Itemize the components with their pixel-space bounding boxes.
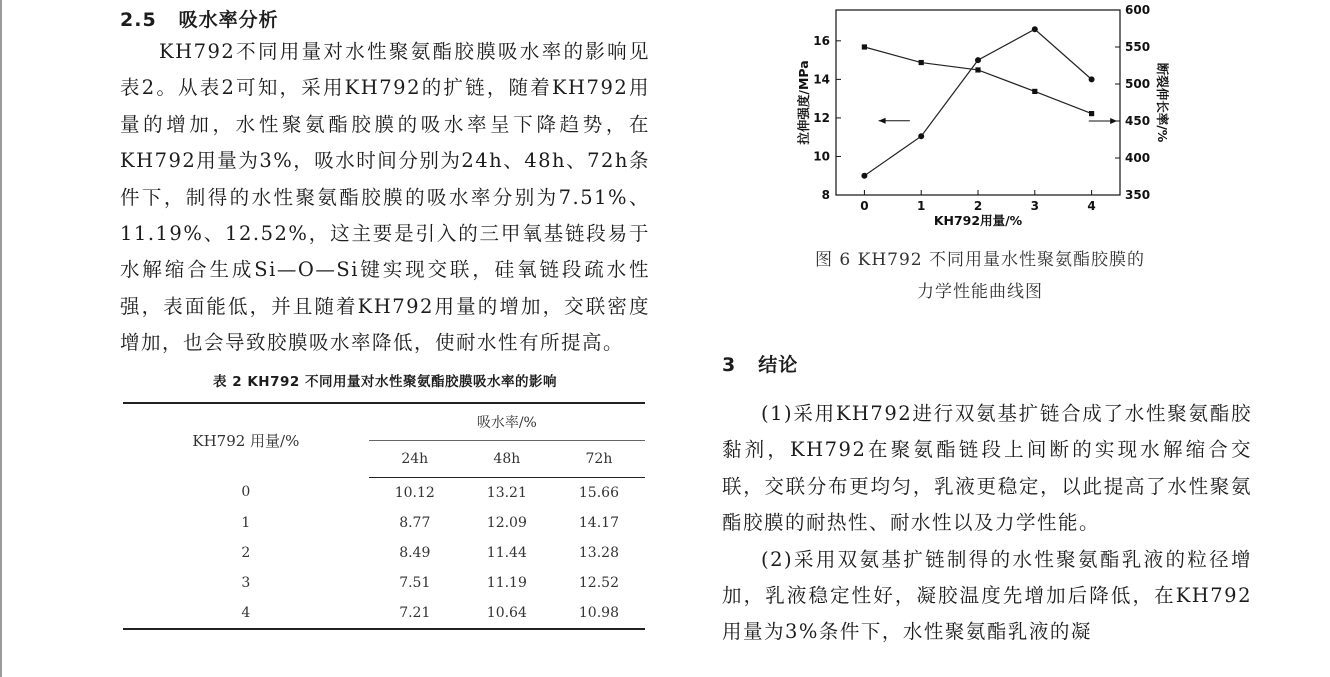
column-header: 24h bbox=[369, 440, 461, 477]
cell-dose: 1 bbox=[241, 514, 251, 531]
series-line-tensile-strength bbox=[864, 29, 1091, 175]
y2-tick-label: 400 bbox=[1125, 151, 1151, 165]
plot-frame bbox=[836, 10, 1120, 195]
cell-48h: 13.21 bbox=[486, 484, 527, 501]
y-tick-label: 14 bbox=[813, 72, 830, 87]
caption-line-2: 力学性能曲线图 bbox=[917, 282, 1043, 302]
paragraph: (1)采用KH792进行双氨基扩链合成了水性聚氨酯胶黏剂，KH792在聚氨酯链段上间断的实现水解缩合交联，交联分布更均匀，乳液更稳定，以此提高了水性聚氨酯胶膜的耐热性、耐水性以及力学性能。 bbox=[722, 402, 1252, 535]
data-point-elongation bbox=[1032, 89, 1037, 94]
arrow-right-head bbox=[1110, 118, 1117, 124]
y-tick-label: 12 bbox=[813, 110, 830, 125]
x-axis-label: KH792用量/% bbox=[933, 213, 1023, 228]
section-number: 2.5 bbox=[120, 9, 157, 31]
x-tick-label: 2 bbox=[973, 199, 983, 213]
table-row bbox=[123, 598, 645, 629]
y2-tick-label: 600 bbox=[1125, 3, 1151, 17]
data-point-elongation bbox=[919, 60, 924, 65]
y2-tick-label: 450 bbox=[1125, 114, 1151, 128]
section-title: 吸水率分析 bbox=[178, 9, 279, 31]
caption-line-1: 图 6 KH792 不同用量水性聚氨酯胶膜的 bbox=[815, 250, 1145, 270]
series-line-elongation bbox=[864, 47, 1091, 114]
table-row bbox=[123, 538, 645, 568]
column-header: 72h bbox=[553, 440, 645, 477]
cell-dose: 2 bbox=[241, 544, 251, 561]
cell-24h: 7.51 bbox=[399, 574, 431, 591]
cell-48h: 11.44 bbox=[486, 544, 527, 561]
y2-tick-label: 500 bbox=[1125, 77, 1151, 91]
cell-24h: 8.77 bbox=[399, 514, 431, 531]
cell-72h: 13.28 bbox=[578, 544, 619, 561]
y2-tick-label: 550 bbox=[1125, 40, 1151, 54]
figure-6-caption bbox=[780, 244, 1180, 308]
cell-72h: 12.52 bbox=[578, 574, 619, 591]
cell-72h: 15.66 bbox=[578, 484, 619, 501]
data-point-tensile-strength bbox=[975, 57, 981, 63]
paragraph: (2)采用双氨基扩链制得的水性聚氨酯乳液的粒径增加，乳液稳定性好，凝胶温度先增加后降低，在KH792用量为3%条件下，水性聚氨酯乳液的凝 bbox=[722, 547, 1252, 644]
data-point-tensile-strength bbox=[918, 133, 924, 139]
group-header: 吸水率/% bbox=[369, 403, 645, 441]
page-left-edge bbox=[0, 0, 2, 677]
section-3-heading bbox=[722, 351, 798, 379]
column-header: 48h bbox=[461, 440, 553, 477]
paragraph: KH792不同用量对水性聚氨酯胶膜吸水率的影响见表2。从表2可知，采用KH792的扩链，随着KH792用量的增加，水性聚氨酯胶膜的吸水率呈下降趋势，在KH792用量为3%，吸水时间分别为24h、48h、72h条件下，制得的水性聚氨酯胶膜的吸水率分别为7.51%、11.19%、12.52%，这主要是引入的三甲氧基链段易于水解缩合生成Si—O—Si键实现交联，硅氧链段疏水性强，表面能低，并且随着KH792用量的增加，交联密度增加，也会导致胶膜吸水率降低，使耐水性有所提高。 bbox=[120, 40, 650, 355]
table-row bbox=[123, 568, 645, 598]
cell-72h: 10.98 bbox=[553, 598, 645, 629]
row-header: KH792 用量/% bbox=[123, 403, 369, 478]
arrow-left-head bbox=[879, 118, 886, 124]
y2-tick-label: 350 bbox=[1125, 188, 1151, 202]
data-point-elongation bbox=[862, 44, 867, 49]
cell-24h: 8.49 bbox=[399, 544, 431, 561]
cell-dose: 0 bbox=[241, 484, 251, 501]
y-tick-label: 10 bbox=[813, 149, 830, 164]
table-2-caption: 表 2 KH792 不同用量对水性聚氨酯胶膜吸水率的影响 bbox=[213, 373, 557, 390]
section-title: 结论 bbox=[758, 354, 799, 376]
y2-axis-label: 断裂伸长率/% bbox=[1155, 62, 1170, 143]
x-tick-label: 1 bbox=[917, 199, 926, 213]
data-point-tensile-strength bbox=[861, 173, 867, 179]
table-2 bbox=[123, 402, 645, 630]
cell-24h: 7.21 bbox=[369, 598, 461, 629]
x-tick-label: 3 bbox=[1030, 199, 1039, 213]
y-axis-label: 拉伸强度/MPa bbox=[796, 60, 811, 145]
data-point-elongation bbox=[975, 67, 980, 72]
section-2-5-body bbox=[120, 34, 650, 362]
table-row bbox=[123, 508, 645, 538]
section-3-body bbox=[722, 396, 1252, 651]
x-tick-label: 4 bbox=[1087, 199, 1096, 213]
cell-48h: 11.19 bbox=[486, 574, 527, 591]
y-tick-label: 8 bbox=[821, 188, 830, 202]
cell-24h: 10.12 bbox=[394, 484, 435, 501]
section-2-5-heading bbox=[120, 6, 650, 34]
data-point-tensile-strength bbox=[1089, 76, 1095, 82]
cell-dose: 3 bbox=[241, 574, 251, 591]
figure-6 bbox=[770, 0, 1170, 235]
cell-48h: 12.09 bbox=[486, 514, 527, 531]
left-column bbox=[120, 0, 650, 630]
x-tick-label: 0 bbox=[860, 199, 869, 213]
cell-48h: 10.64 bbox=[461, 598, 553, 629]
mechanical-properties-chart bbox=[770, 0, 1170, 235]
data-point-tensile-strength bbox=[1032, 26, 1038, 32]
table-row bbox=[123, 477, 645, 508]
section-number: 3 bbox=[722, 354, 737, 376]
cell-72h: 14.17 bbox=[578, 514, 619, 531]
data-point-elongation bbox=[1089, 111, 1094, 116]
y-tick-label: 16 bbox=[813, 33, 830, 48]
cell-dose: 4 bbox=[123, 598, 369, 629]
